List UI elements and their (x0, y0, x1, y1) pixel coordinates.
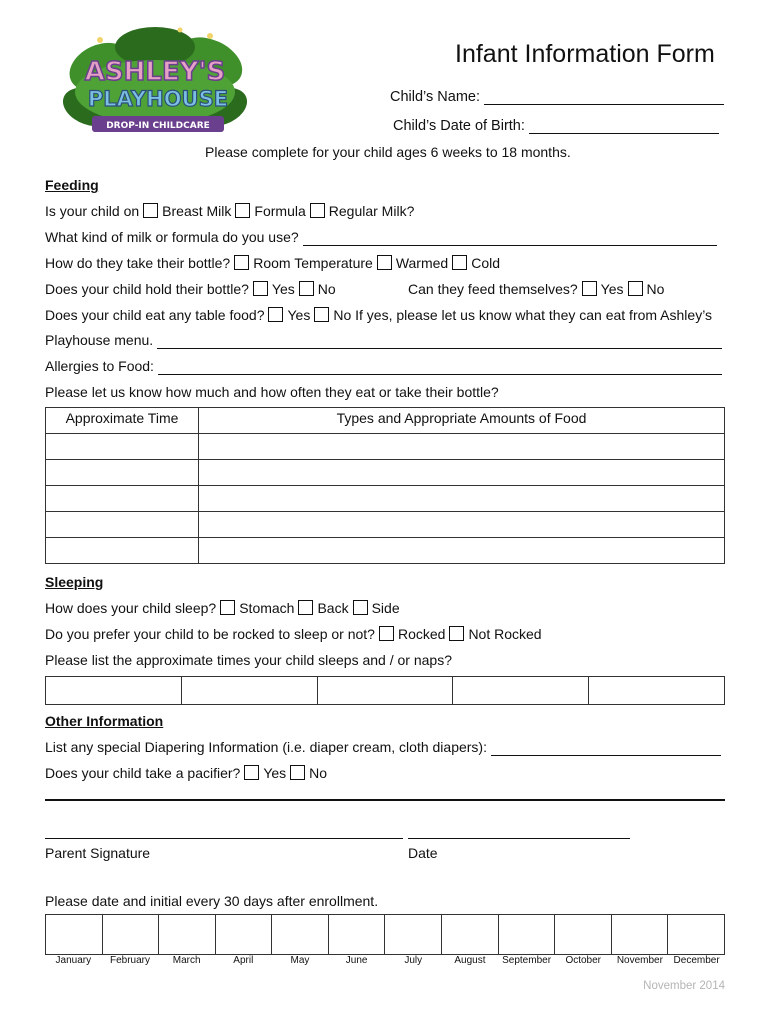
back-checkbox[interactable] (298, 600, 313, 615)
not-rocked-checkbox[interactable] (449, 626, 464, 641)
warmed-checkbox[interactable] (377, 255, 392, 270)
bottle-temp-row (45, 254, 500, 272)
other-info-heading: Other Information (45, 713, 164, 729)
child-name-field[interactable] (484, 88, 724, 105)
allergies-label: Allergies to Food: (45, 358, 154, 374)
kind-of-milk-question: What kind of milk or formula do you use? (45, 229, 299, 245)
table-food-question: Does your child eat any table food? (45, 307, 265, 323)
parent-signature-label: Parent Signature (45, 845, 151, 861)
signature-date-label: Date (408, 845, 438, 861)
pacifier-yes-label: Yes (263, 765, 287, 781)
table-food-yes-checkbox[interactable] (268, 307, 283, 322)
monthly-initials-table (45, 914, 725, 955)
feed-self-yes-label: Yes (600, 281, 624, 297)
side-checkbox[interactable] (353, 600, 368, 615)
month-label: June (345, 955, 368, 966)
initial-cell-november[interactable] (611, 915, 668, 955)
food-cell[interactable] (199, 538, 725, 564)
sleep-time-cell[interactable] (453, 677, 589, 705)
initial-cell-june[interactable] (328, 915, 385, 955)
cold-label: Cold (471, 255, 500, 271)
sleep-times-question: Please list the approximate times your child sleeps and / or naps? (45, 652, 452, 668)
time-cell[interactable] (46, 486, 199, 512)
time-cell[interactable] (46, 512, 199, 538)
initial-cell-july[interactable] (385, 915, 442, 955)
side-label: Side (371, 600, 400, 616)
logo-line2: PLAYHOUSE (87, 87, 229, 111)
hold-bottle-no-label: No (317, 281, 336, 297)
month-label: August (454, 955, 486, 966)
time-cell[interactable] (46, 460, 199, 486)
feed-self-question: Can they feed themselves? (408, 281, 578, 297)
section-divider (45, 799, 725, 801)
sleep-time-cell[interactable] (589, 677, 725, 705)
room-temp-label: Room Temperature (253, 255, 373, 271)
instructions: Please complete for your child ages 6 weeks to 18 months. (205, 144, 571, 160)
child-dob-label: Child’s Date of Birth: (393, 118, 525, 134)
rocked-checkbox[interactable] (379, 626, 394, 641)
sleep-time-cell[interactable] (317, 677, 453, 705)
breast-milk-label: Breast Milk (162, 203, 232, 219)
hold-bottle-no-checkbox[interactable] (299, 281, 314, 296)
revision-date: November 2014 (643, 980, 725, 992)
feeding-heading: Feeding (45, 177, 99, 193)
parent-signature-line[interactable] (45, 838, 403, 839)
kind-of-milk-row (45, 228, 717, 246)
table-row (46, 677, 725, 705)
sleeping-heading: Sleeping (45, 574, 104, 590)
food-cell[interactable] (199, 460, 725, 486)
feed-self-no-label: No (646, 281, 665, 297)
feed-self-yes-checkbox[interactable] (582, 281, 597, 296)
food-cell[interactable] (199, 486, 725, 512)
ashleys-playhouse-logo (60, 22, 250, 142)
how-much-question: Please let us know how much and how often they eat or take their bottle? (45, 384, 499, 400)
feed-self-no-checkbox[interactable] (628, 281, 643, 296)
table-row (46, 915, 725, 955)
initial-cell-march[interactable] (159, 915, 216, 955)
table-row (46, 460, 725, 486)
sleep-position-question: How does your child sleep? (45, 600, 217, 616)
regular-milk-label: Regular Milk? (328, 203, 415, 219)
month-label: May (290, 955, 310, 966)
feeding-schedule-table (45, 407, 725, 564)
child-on-row (45, 202, 414, 220)
rocked-row (45, 625, 542, 643)
month-labels (45, 955, 725, 966)
form-title: Infant Information Form (455, 40, 715, 68)
bottle-temp-question: How do they take their bottle? (45, 255, 231, 271)
allergies-field[interactable] (158, 358, 722, 375)
hold-bottle-yes-label: Yes (271, 281, 295, 297)
feeding-table-header-row (46, 408, 725, 434)
child-dob-row (393, 117, 719, 134)
signature-date-line[interactable] (408, 838, 630, 839)
month-label: September (502, 955, 552, 966)
child-dob-field[interactable] (529, 117, 719, 134)
warmed-label: Warmed (395, 255, 449, 271)
not-rocked-label: Not Rocked (468, 626, 542, 642)
breast-milk-checkbox[interactable] (143, 203, 158, 218)
month-label: April (233, 955, 254, 966)
time-cell[interactable] (46, 434, 199, 460)
formula-checkbox[interactable] (235, 203, 250, 218)
diapering-question: List any special Diapering Information (i.e. diaper cream, cloth diapers): (45, 739, 487, 755)
room-temp-checkbox[interactable] (234, 255, 249, 270)
pacifier-no-checkbox[interactable] (290, 765, 305, 780)
table-row (46, 512, 725, 538)
table-row (46, 538, 725, 564)
month-label: November (616, 955, 663, 966)
pacifier-no-label: No (309, 765, 328, 781)
child-name-row (390, 88, 724, 105)
sleep-time-cell[interactable] (46, 677, 182, 705)
initial-cell-october[interactable] (555, 915, 612, 955)
sleep-position-row (45, 599, 400, 617)
hold-bottle-question: Does your child hold their bottle? (45, 281, 249, 297)
playhouse-menu-field[interactable] (157, 332, 722, 349)
pacifier-yes-checkbox[interactable] (244, 765, 259, 780)
month-label: July (404, 955, 423, 966)
hold-bottle-row (45, 280, 336, 298)
stomach-checkbox[interactable] (220, 600, 235, 615)
month-label: March (172, 955, 201, 966)
cold-checkbox[interactable] (452, 255, 467, 270)
table-row (46, 434, 725, 460)
table-food-no-checkbox[interactable] (314, 307, 329, 322)
initial-cell-april[interactable] (215, 915, 272, 955)
table-food-no-label: No (333, 307, 352, 323)
month-label: December (673, 955, 720, 966)
allergies-row (45, 357, 722, 375)
child-name-label: Child’s Name: (390, 89, 480, 105)
month-label: October (565, 955, 602, 966)
logo-banner: DROP-IN CHILDCARE (106, 121, 210, 131)
month-label: January (55, 955, 92, 966)
month-label: February (109, 955, 150, 966)
table-food-row (45, 306, 712, 324)
logo-line1: ASHLEY'S (84, 57, 226, 87)
playhouse-menu-row (45, 331, 722, 349)
table-food-suffix: If yes, please let us know what they can eat from Ashley’s (355, 307, 713, 323)
sleep-times-table (45, 676, 725, 705)
food-amounts-header: Types and Appropriate Amounts of Food (199, 408, 725, 434)
pacifier-question: Does your child take a pacifier? (45, 765, 241, 781)
table-food-yes-label: Yes (287, 307, 311, 323)
table-row (46, 486, 725, 512)
approx-time-header: Approximate Time (46, 408, 199, 434)
hold-bottle-yes-checkbox[interactable] (253, 281, 268, 296)
initial-cell-september[interactable] (498, 915, 555, 955)
pacifier-row (45, 764, 327, 782)
initial-cell-august[interactable] (442, 915, 499, 955)
diapering-field[interactable] (491, 739, 721, 756)
diapering-row (45, 738, 721, 756)
food-cell[interactable] (199, 434, 725, 460)
initial-cell-january[interactable] (46, 915, 103, 955)
stomach-label: Stomach (239, 600, 295, 616)
food-cell[interactable] (199, 512, 725, 538)
playhouse-menu-label: Playhouse menu. (45, 332, 154, 348)
child-on-question: Is your child on (45, 203, 140, 219)
back-label: Back (317, 600, 349, 616)
rocked-label: Rocked (397, 626, 446, 642)
regular-milk-checkbox[interactable] (310, 203, 325, 218)
formula-label: Formula (254, 203, 306, 219)
kind-of-milk-field[interactable] (303, 229, 717, 246)
enrollment-instruction: Please date and initial every 30 days after enrollment. (45, 893, 379, 909)
rocked-question: Do you prefer your child to be rocked to sleep or not? (45, 626, 375, 642)
time-cell[interactable] (46, 538, 199, 564)
sleep-time-cell[interactable] (181, 677, 317, 705)
feed-self-row (408, 280, 664, 298)
initial-cell-december[interactable] (668, 915, 725, 955)
initial-cell-may[interactable] (272, 915, 329, 955)
initial-cell-february[interactable] (102, 915, 159, 955)
